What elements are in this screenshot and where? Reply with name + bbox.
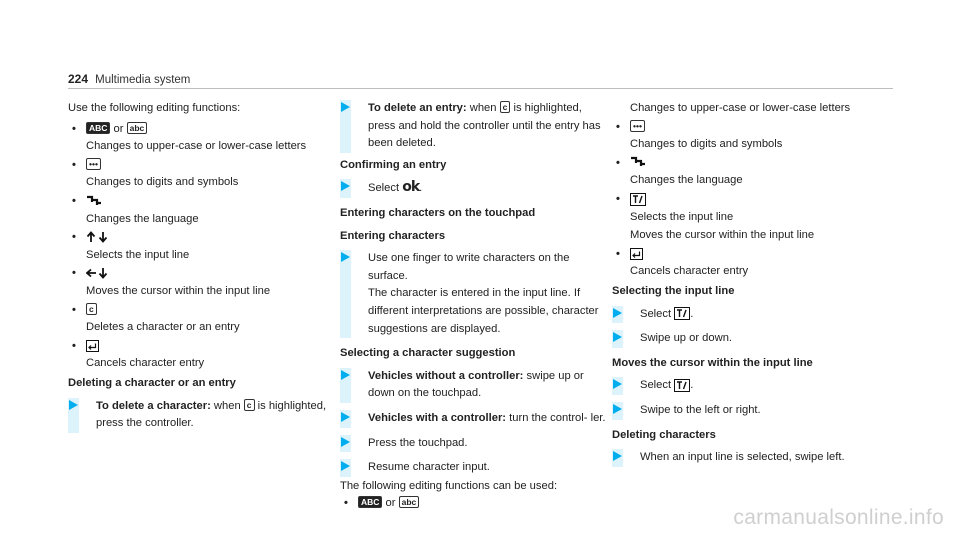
list-item: • Moves the cursor within the input line xyxy=(68,265,338,300)
step-arrow-icon xyxy=(341,181,350,191)
input-line-icon xyxy=(674,307,690,320)
step-resume xyxy=(340,459,610,477)
page-number: 224 xyxy=(68,72,89,86)
following-text: The following editing functions can be used: xyxy=(340,479,558,492)
step-text: is highlighted, press and hold the controller until the entry has been deleted. xyxy=(368,102,601,150)
step-bold: To delete a character: xyxy=(96,399,211,412)
c-key-icon: c xyxy=(244,399,255,411)
step-text: . xyxy=(690,307,694,320)
dots-key-icon: ••• xyxy=(630,120,645,132)
item-desc: Changes the language xyxy=(86,212,199,225)
step-press-touchpad xyxy=(340,435,610,453)
entering-heading: Entering characters xyxy=(340,229,446,242)
up-down-arrows-icon xyxy=(86,231,110,243)
step-arrow-icon xyxy=(341,461,350,471)
step-arrow-icon xyxy=(613,308,622,318)
step-arrow-icon xyxy=(613,332,622,342)
step-text: Resume character input. xyxy=(368,461,490,474)
move-cursor-heading: Moves the cursor within the input line xyxy=(612,356,813,369)
abc-upper-key-icon: ABC xyxy=(86,122,110,134)
dots-key-icon: ••• xyxy=(86,158,101,170)
page-title: Multimedia system xyxy=(95,74,191,86)
list-item: • c Deletes a character or an entry xyxy=(68,302,338,337)
input-line-icon xyxy=(630,193,646,206)
confirming-heading: Confirming an entry xyxy=(340,158,447,171)
or-text: or xyxy=(113,122,124,135)
step-text: Swipe to the left or right. xyxy=(640,403,761,416)
step-text: Press the touchpad. xyxy=(368,436,468,449)
item-desc: Moves the cursor within the input line xyxy=(86,284,271,297)
step-text: Swipe up or down. xyxy=(640,332,733,345)
abc-upper-key-icon: ABC xyxy=(358,496,382,508)
step-select-line xyxy=(612,306,882,324)
step-arrow-icon xyxy=(613,451,622,461)
abc-lower-key-icon: abc xyxy=(399,496,420,508)
list-item: • Changes the language xyxy=(612,155,882,190)
step-write xyxy=(340,250,610,338)
step-delete-character xyxy=(68,398,338,433)
item-desc: Cancels character entry xyxy=(86,357,205,370)
step-arrow-icon xyxy=(341,102,350,112)
item-desc: Cancels character entry xyxy=(630,265,749,278)
language-icon xyxy=(630,156,646,169)
step-text: . xyxy=(419,182,423,195)
item-desc: Selects the input line xyxy=(86,248,190,261)
select-line-heading: Selecting the input line xyxy=(612,284,735,297)
item-desc: Selects the input line xyxy=(630,210,734,223)
item-desc: Moves the cursor within the input line xyxy=(630,229,815,242)
step-text: when xyxy=(466,102,500,114)
step-para: The character is entered in the input line. If different interpretations are possible, character suggestions are displayed. xyxy=(368,287,599,335)
page-header xyxy=(68,71,893,91)
item-desc: Changes to digits and symbols xyxy=(86,176,239,189)
item-desc: Deletes a character or an entry xyxy=(86,321,240,334)
step-suggest-2 xyxy=(340,410,610,428)
list-item: • ••• Changes to digits and symbols xyxy=(612,119,882,154)
step-text: Select xyxy=(640,379,675,392)
list-item: • Selects the input line Moves the cursor within the input line xyxy=(612,191,882,245)
step-suggest-1 xyxy=(340,368,610,403)
step-text: turn the control- ler. xyxy=(506,411,606,424)
watermark: carmanualsonline.info xyxy=(733,506,944,530)
step-arrow-icon xyxy=(341,252,350,262)
list-item: • ABC or abc xyxy=(340,495,610,513)
list-item: • ABC or abc Changes to upper-case or lower-case letters xyxy=(68,121,338,156)
step-text: when xyxy=(210,399,244,412)
step-confirm xyxy=(340,179,610,198)
step-text: When an input line is selected, swipe left. xyxy=(640,451,845,464)
deleting-heading: Deleting a character or an entry xyxy=(68,376,236,389)
list-item: • Changes the language xyxy=(68,193,338,228)
list-item: • Cancels character entry xyxy=(68,338,338,373)
language-icon xyxy=(86,195,102,208)
step-text: Select xyxy=(368,182,403,195)
step-arrow-icon xyxy=(613,404,622,414)
step-arrow-icon xyxy=(613,379,622,389)
item-desc: Changes to upper-case or lower-case letters xyxy=(630,102,851,114)
intro-text: Use the following editing functions: xyxy=(68,102,241,114)
step-arrow-icon xyxy=(69,400,78,410)
column-1 xyxy=(68,100,338,440)
step-arrow-icon xyxy=(341,437,350,447)
step-bold: To delete an entry: xyxy=(368,102,467,114)
c-key-icon: c xyxy=(500,101,511,113)
step-swipe-left-right xyxy=(612,402,882,420)
step-text: Use one finger to write characters on the surface. xyxy=(368,252,570,282)
input-line-icon xyxy=(674,379,690,392)
abc-lower-key-icon: abc xyxy=(127,122,148,134)
step-text: . xyxy=(690,379,694,392)
or-text: or xyxy=(385,497,396,510)
suggestion-heading: Selecting a character suggestion xyxy=(340,347,516,360)
back-icon xyxy=(630,248,643,260)
step-text: swipe up or down on the touchpad. xyxy=(368,369,584,400)
step-arrow-icon xyxy=(341,412,350,422)
item-desc: Changes the language xyxy=(630,174,743,187)
header-rule xyxy=(68,88,893,89)
step-swipe-left xyxy=(612,449,882,467)
left-down-arrows-icon xyxy=(86,267,110,279)
step-swipe-up-down xyxy=(612,330,882,348)
column-3 xyxy=(612,100,882,474)
step-text: is highlighted, press the controller. xyxy=(96,399,327,430)
ok-icon: ok xyxy=(402,179,420,196)
back-icon xyxy=(86,340,99,352)
step-bold: Vehicles with a controller: xyxy=(368,411,507,424)
item-desc: Changes to upper-case or lower-case letters xyxy=(86,140,307,153)
column-2 xyxy=(340,100,610,513)
step-bold: Vehicles without a controller: xyxy=(368,369,524,382)
step-delete-entry xyxy=(340,100,610,153)
list-item: • ••• Changes to digits and symbols xyxy=(68,157,338,192)
c-key-icon: c xyxy=(86,303,97,315)
touchpad-heading: Entering characters on the touchpad xyxy=(340,206,536,219)
list-item: • Selects the input line xyxy=(68,229,338,264)
item-desc: Changes to digits and symbols xyxy=(630,138,783,151)
list-item: • Cancels character entry xyxy=(612,246,882,281)
step-arrow-icon xyxy=(341,370,350,380)
step-select-line-2 xyxy=(612,377,882,395)
deleting-characters-heading: Deleting characters xyxy=(612,428,716,441)
step-text: Select xyxy=(640,307,675,320)
